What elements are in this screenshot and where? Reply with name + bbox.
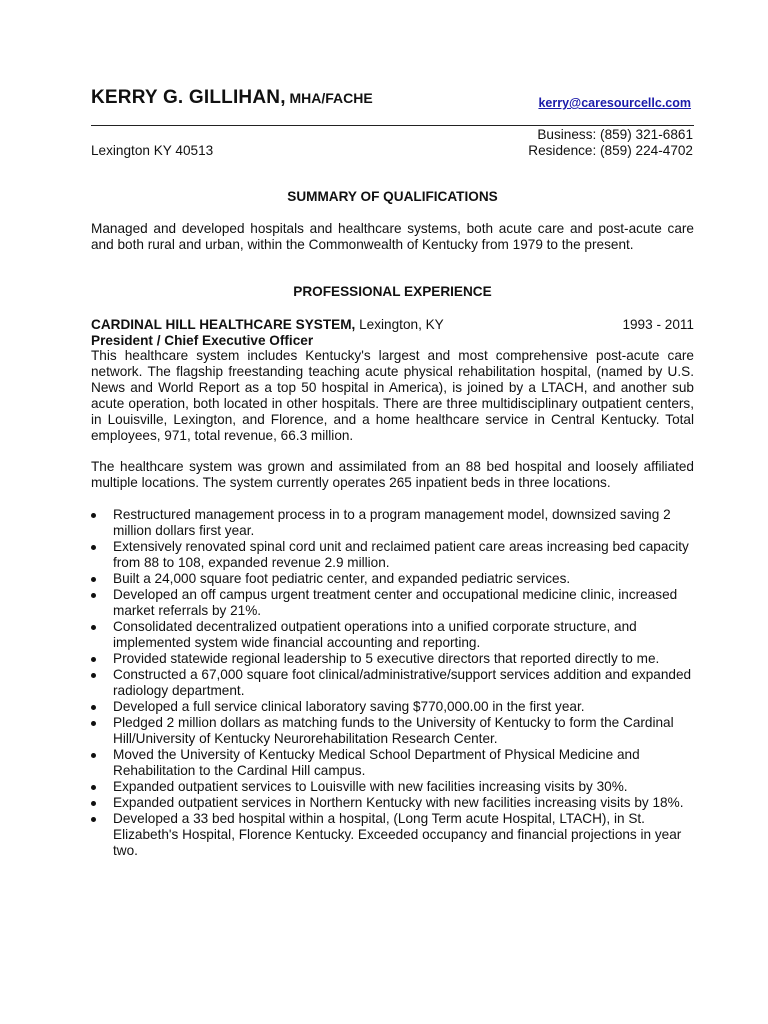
list-item-text: Extensively renovated spinal cord unit and reclaimed patient care areas increasing bed capacity from 88 to 108, expanded revenue 2.9 million.: [113, 539, 689, 570]
job-description: This healthcare system includes Kentucky's largest and most comprehensive post-acute care network. The flagship freestanding teaching acute physical rehabilitation hospital, (named by U.S. News and World Report as a top 50 hospital in America), is joined by a LTACH, and another sub acute operation, both located in other hospitals. There are three multidisciplinary outpatient centers, in Louisville, Lexington, and Florence, and a home healthcare service in Central Kentucky. Total employees, 971, total revenue, 66.3 million.: [91, 348, 694, 443]
list-item: [91, 571, 697, 587]
bullet-icon: [91, 545, 96, 550]
list-item: [91, 699, 697, 715]
employer-location: Lexington, KY: [359, 317, 444, 332]
bullet-icon: [91, 817, 96, 822]
list-item-text: Consolidated decentralized outpatient operations into a unified corporate structure, and implemented system wide financial accounting and reporting.: [113, 619, 637, 650]
candidate-name: KERRY G. GILLIHAN,: [91, 87, 286, 108]
list-item-text: Developed an off campus urgent treatment center and occupational medicine clinic, increased market referrals by 21%.: [113, 587, 678, 618]
job-title: President / Chief Executive Officer: [91, 333, 314, 348]
list-item-text: Expanded outpatient services in Northern Kentucky with new facilities increasing visits by 18%.: [113, 795, 684, 810]
summary-heading: SUMMARY OF QUALIFICATIONS: [287, 189, 498, 204]
list-item: [91, 539, 697, 571]
experience-heading: PROFESSIONAL EXPERIENCE: [293, 284, 492, 299]
bullet-icon: [91, 513, 96, 518]
list-item: [91, 587, 697, 619]
phone-block: [528, 127, 693, 159]
list-item: [91, 619, 697, 651]
bullet-icon: [91, 785, 96, 790]
bullet-icon: [91, 577, 96, 582]
growth-paragraph: The healthcare system was grown and assimilated from an 88 bed hospital and loosely affiliated multiple locations. The system currently operates 265 inpatient beds in three locations.: [91, 459, 694, 490]
list-item: [91, 747, 697, 779]
list-item-text: Pledged 2 million dollars as matching funds to the University of Kentucky to form the Cardinal Hill/University of Kentucky Neurorehabilitation Research Center.: [113, 715, 674, 746]
credentials: MHA/FACHE: [289, 90, 373, 106]
summary-text: Managed and developed hospitals and healthcare systems, both acute care and post-acute care and both rural and urban, within the Commonwealth of Kentucky from 1979 to the present.: [91, 221, 694, 252]
bullet-icon: [91, 593, 96, 598]
bullet-icon: [91, 673, 96, 678]
city-state-zip: Lexington KY 40513: [91, 143, 214, 158]
list-item-text: Developed a 33 bed hospital within a hospital, (Long Term acute Hospital, LTACH), in St. Elizabeth's Hospital, Florence Kentucky. Exceeded occupancy and financial projections in year two.: [113, 811, 682, 858]
list-item: [91, 651, 697, 667]
achievement-list: [91, 507, 697, 859]
list-item: [91, 507, 697, 539]
bullet-icon: [91, 721, 96, 726]
list-item: [91, 715, 697, 747]
job-dates: 1993 - 2011: [622, 317, 694, 332]
bullet-icon: [91, 705, 96, 710]
list-item-text: Restructured management process in to a program management model, downsized saving 2 million dollars first year.: [113, 507, 671, 538]
list-item-text: Expanded outpatient services to Louisville with new facilities increasing visits by 30%.: [113, 779, 628, 794]
list-item: [91, 667, 697, 699]
name-line: [91, 87, 697, 114]
list-item: [91, 811, 697, 859]
residence-phone: Residence: (859) 224-4702: [528, 143, 693, 158]
list-item-text: Provided statewide regional leadership to 5 executive directors that reported directly to me.: [113, 651, 660, 666]
bullet-icon: [91, 801, 96, 806]
header-divider: [91, 125, 694, 126]
list-item-text: Constructed a 67,000 square foot clinical/administrative/support services addition and expanded radiology department.: [113, 667, 692, 698]
bullet-icon: [91, 753, 96, 758]
bullet-icon: [91, 625, 96, 630]
list-item-text: Moved the University of Kentucky Medical School Department of Physical Medicine and Rehabilitation to the Cardinal Hill campus.: [113, 747, 640, 778]
job-header: [91, 317, 694, 333]
email-link[interactable]: kerry@caresourcellc.com: [538, 96, 691, 110]
business-phone: Business: (859) 321-6861: [537, 127, 693, 142]
employer-name: CARDINAL HILL HEALTHCARE SYSTEM,: [91, 317, 356, 332]
list-item-text: Built a 24,000 square foot pediatric center, and expanded pediatric services.: [113, 571, 571, 586]
list-item-text: Developed a full service clinical laboratory saving $770,000.00 in the first year.: [113, 699, 585, 714]
list-item: [91, 795, 697, 811]
bullet-icon: [91, 657, 96, 662]
list-item: [91, 779, 697, 795]
